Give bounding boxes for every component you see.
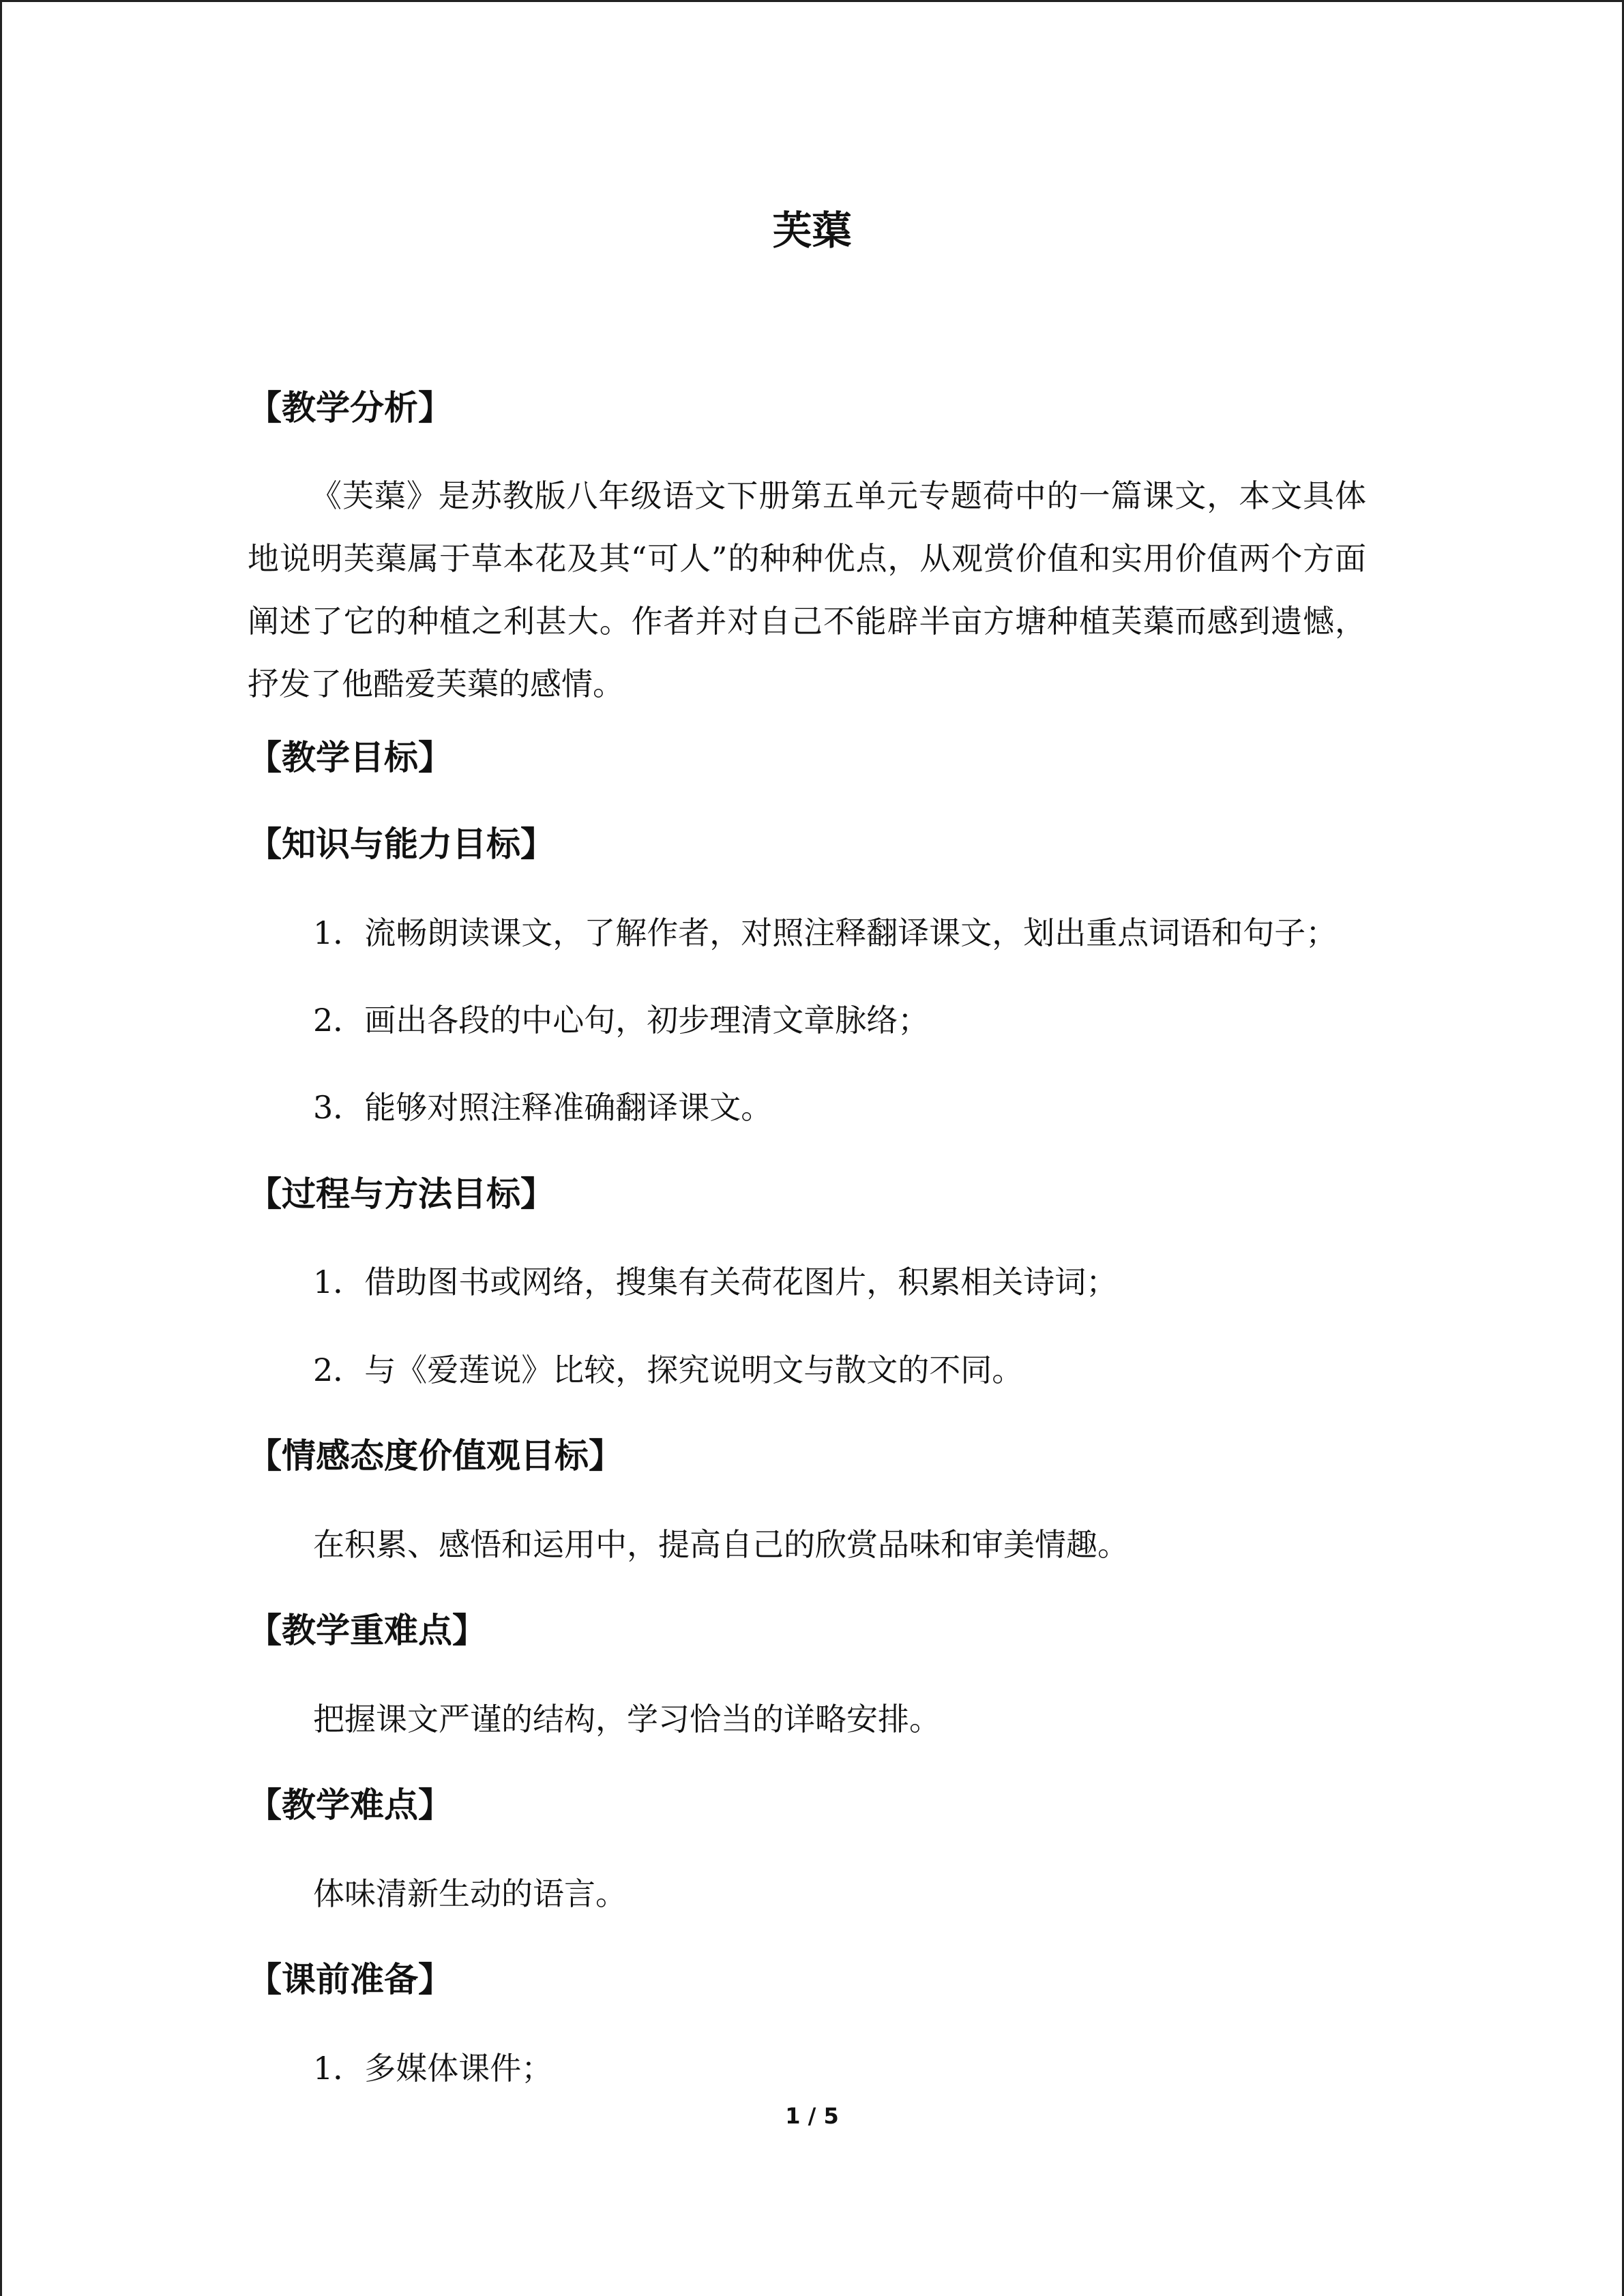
list-item-knowledge-3: 3．能够对照注释准确翻译课文。	[313, 1089, 773, 1126]
heading-knowledge-objectives: 【知识与能力目标】	[248, 824, 555, 864]
list-item-knowledge-2: 2．画出各段的中心句，初步理清文章脉络；	[313, 1002, 930, 1039]
paragraph-emotion-objectives: 在积累、感悟和运用中，提高自己的欣赏品味和审美情趣。	[313, 1526, 1129, 1563]
heading-difficulties: 【教学难点】	[248, 1785, 452, 1825]
heading-key-points: 【教学重难点】	[248, 1611, 486, 1650]
document-title: 芙蕖	[772, 207, 852, 254]
heading-process-objectives: 【过程与方法目标】	[248, 1174, 555, 1214]
paragraph-difficulties: 体味清新生动的语言。	[313, 1875, 627, 1912]
heading-emotion-objectives: 【情感态度价值观目标】	[248, 1436, 623, 1476]
paragraph-key-points: 把握课文严谨的结构，学习恰当的详略安排。	[313, 1701, 941, 1738]
list-item-knowledge-1: 1．流畅朗读课文，了解作者，对照注释翻译课文，划出重点词语和句子；	[313, 914, 1338, 951]
list-item-preparation-1: 1．多媒体课件；	[313, 2050, 553, 2087]
page-indicator: 1 / 5	[785, 2103, 839, 2129]
list-item-process-1: 1．借助图书或网络，搜集有关荷花图片，积累相关诗词；	[313, 1264, 1118, 1300]
heading-preparation: 【课前准备】	[248, 1960, 452, 1999]
paragraph-teaching-analysis: 《芙蕖》是苏教版八年级语文下册第五单元专题荷中的一篇课文，本文具体地说明芙蕖属于草本花及其“可人”的种种优点，从观赏价值和实用价值两个方面阐述了它的种植之利甚大。作者并对自己不能辟半亩方塘种植芙蕖而感到遗憾，抒发了他酷爱芙蕖的感情。	[248, 477, 1366, 702]
heading-teaching-objectives: 【教学目标】	[248, 738, 452, 777]
heading-teaching-analysis: 【教学分析】	[248, 388, 452, 428]
list-item-process-2: 2．与《爱莲说》比较，探究说明文与散文的不同。	[313, 1352, 1024, 1388]
